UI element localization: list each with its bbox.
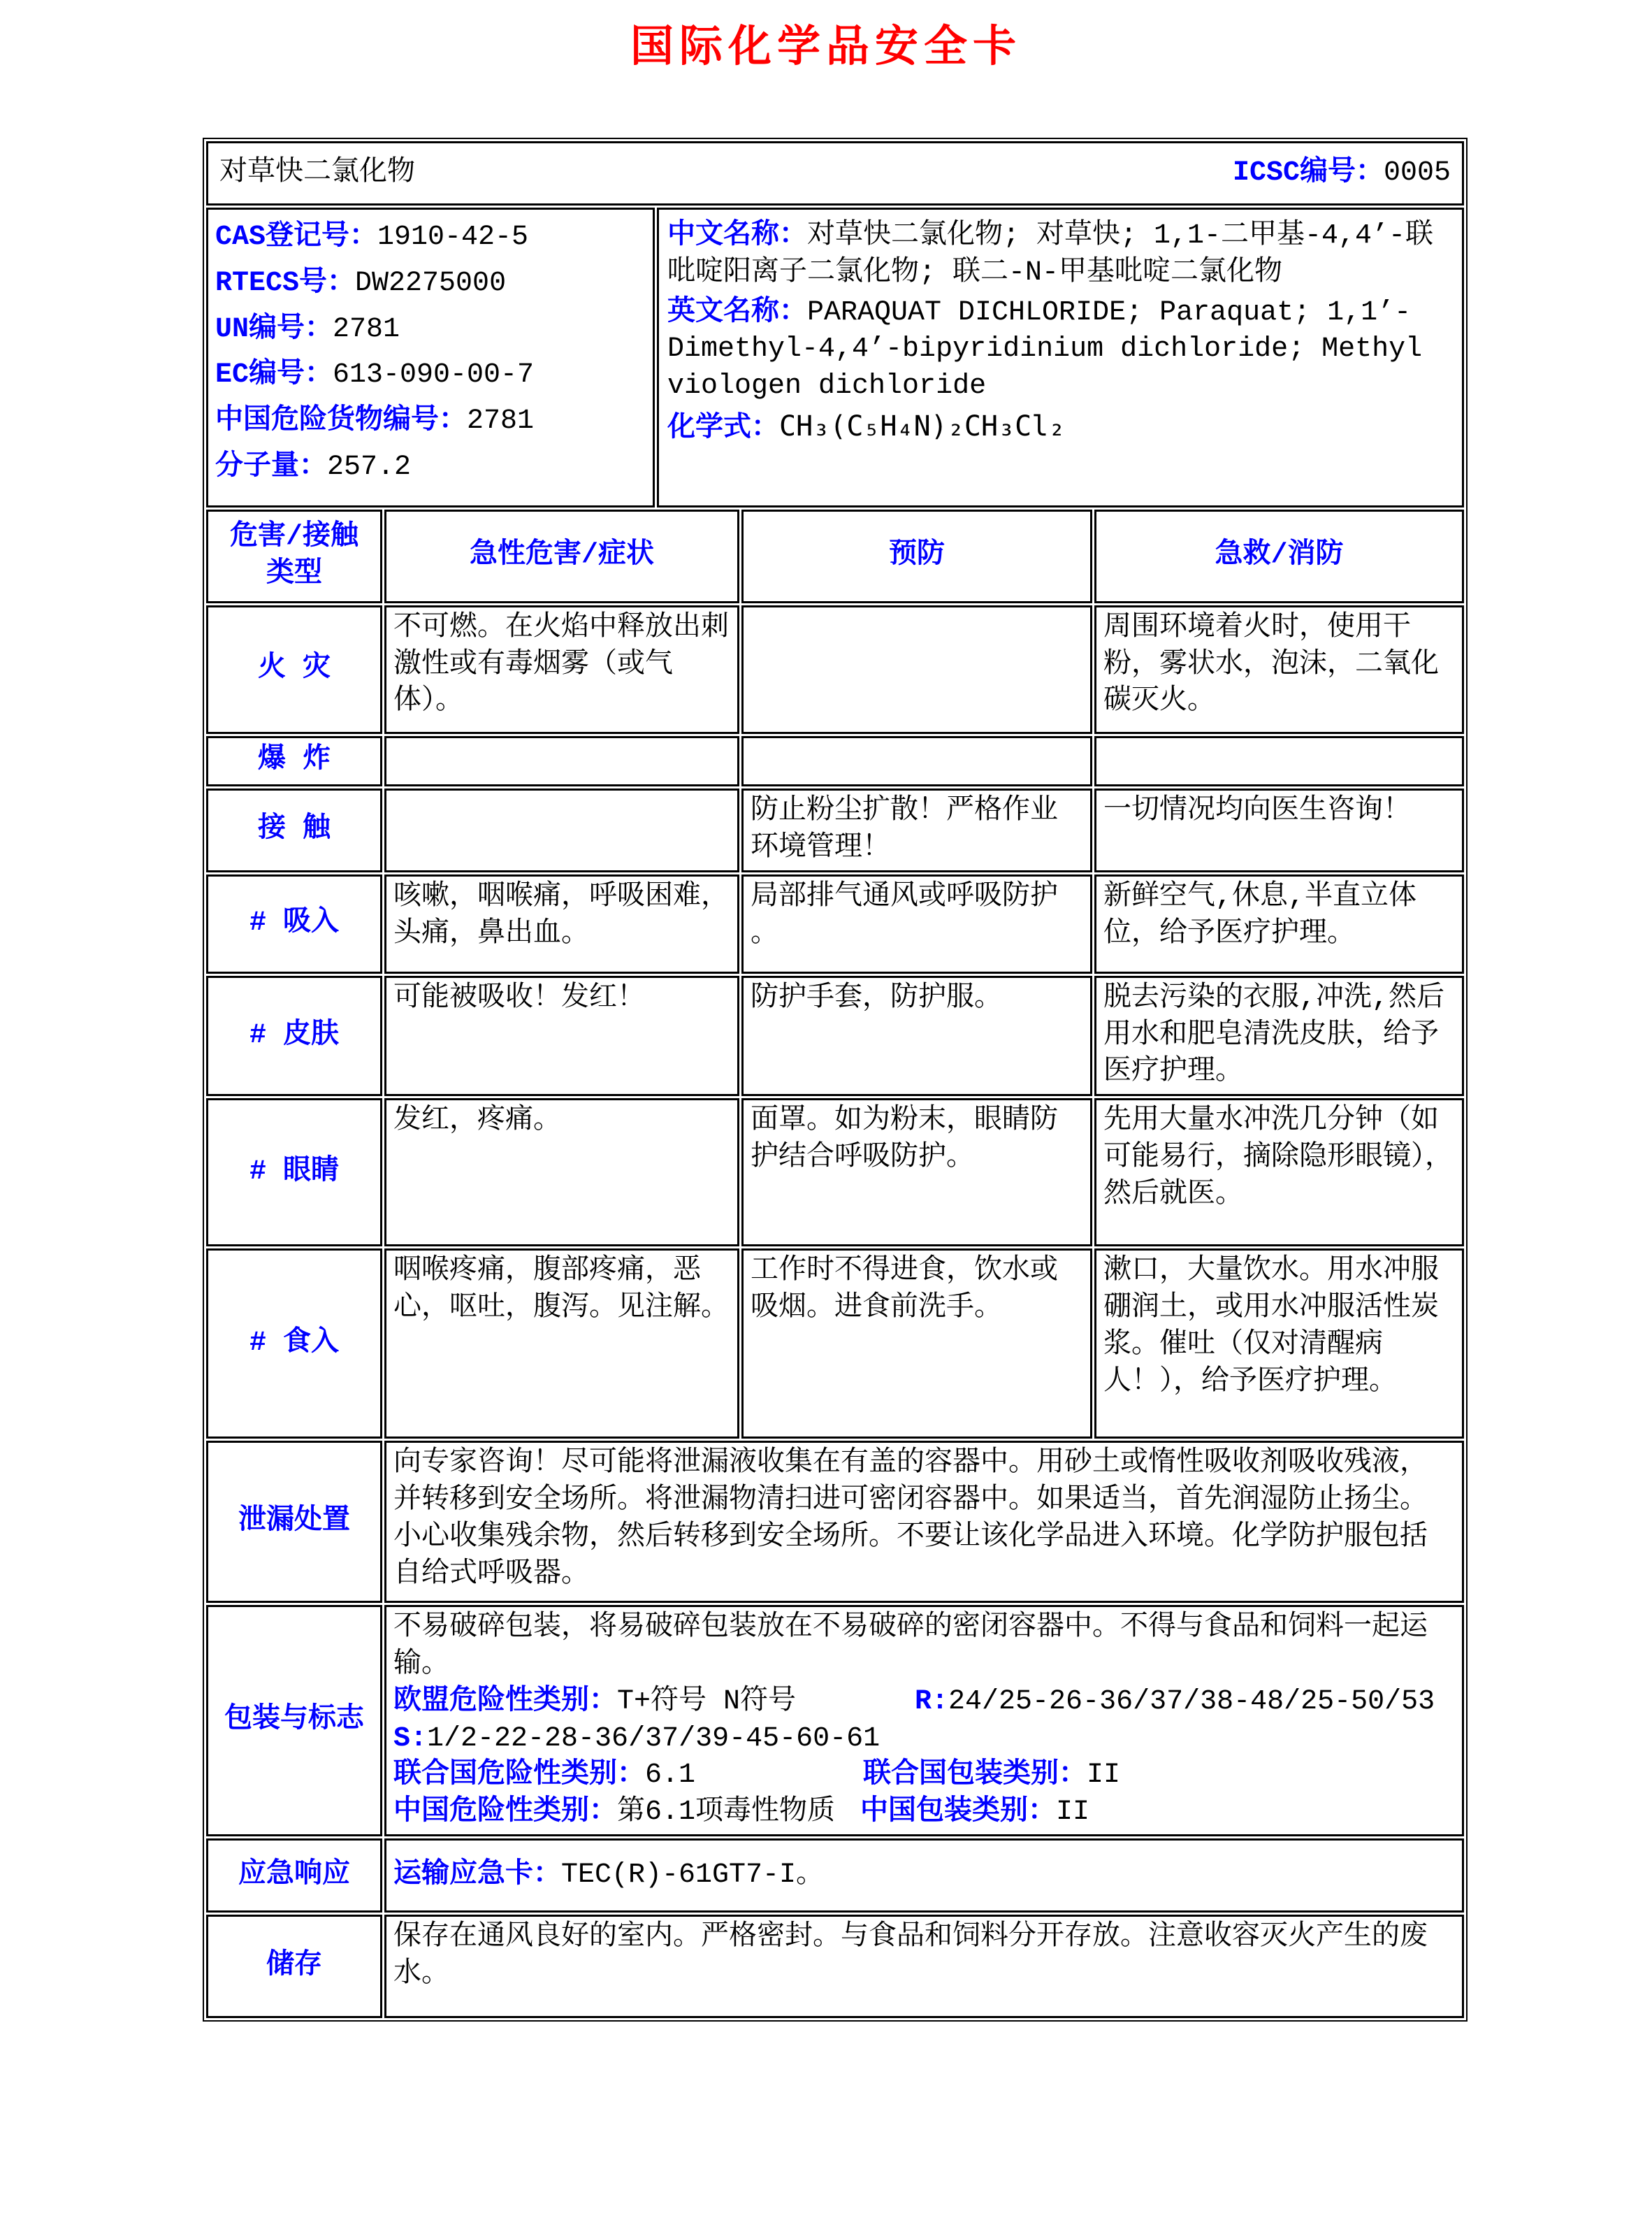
row-type-label: # 食入 — [206, 1248, 382, 1439]
r-phrases-value: 24/25-26-36/37/38-48/25-50/53 — [948, 1685, 1435, 1718]
hazard-type-header-line1: 危害/接触 — [229, 521, 358, 553]
eu-hazard-value: T+符号 N符号 — [617, 1685, 797, 1718]
r-phrases-label: R: — [915, 1685, 949, 1718]
china-dg-value: 2781 — [467, 405, 535, 438]
rtecs-label: RTECS号： — [215, 267, 356, 299]
row-prevention: 局部排气通风或呼吸防护 。 — [741, 874, 1092, 974]
row-symptoms: 发红，疼痛。 — [384, 1098, 739, 1246]
cas-value: 1910-42-5 — [377, 222, 529, 253]
spill-label: 泄漏处置 — [206, 1441, 382, 1603]
ec-number-line — [215, 357, 646, 394]
transport-card-line — [393, 1857, 824, 1894]
table-row-spill-disposal — [206, 1441, 1464, 1603]
table-row-packaging — [206, 1605, 1464, 1836]
prevention-header: 预防 — [741, 510, 1092, 603]
ec-label: EC编号： — [215, 359, 333, 391]
formula-label: 化学式： — [667, 412, 779, 445]
ec-value: 613-090-00-7 — [333, 359, 535, 391]
rtecs-number-line — [215, 266, 646, 303]
row-symptoms — [384, 736, 739, 786]
row-prevention — [741, 736, 1092, 786]
table-row-storage — [206, 1915, 1464, 2018]
page-title: 国际化学品安全卡 — [630, 20, 1022, 71]
storage-label: 储存 — [206, 1915, 382, 2018]
table-row-inhalation — [206, 874, 1464, 974]
row-firstaid: 周围环境着火时，使用干粉，雾状水，泡沫，二氧化碳灭火。 — [1094, 605, 1464, 734]
row-symptoms: 咽喉疼痛，腹部疼痛，恶心，呕吐，腹泻。见注解。 — [384, 1248, 739, 1439]
row-firstaid: 新鲜空气,休息,半直立体位，给予医疗护理。 — [1094, 874, 1464, 974]
table-row-fire — [206, 605, 1464, 734]
un-value: 2781 — [333, 313, 400, 345]
china-dg-number-line — [215, 403, 646, 440]
row-symptoms: 可能被吸收！发红！ — [384, 976, 739, 1096]
cn-class-line — [393, 1794, 1455, 1831]
formula-value: CH₃(C₅H₄N)₂CH₃Cl₂ — [779, 410, 1066, 442]
row-type-label: 火 灾 — [206, 605, 382, 734]
molecular-weight-value: 257.2 — [327, 451, 412, 483]
icsc-number: 0005 — [1383, 157, 1451, 189]
un-pack-value: II — [1087, 1759, 1121, 1792]
firstaid-header: 急救/消防 — [1094, 510, 1464, 603]
cas-label: CAS登记号： — [215, 222, 378, 253]
row-prevention: 面罩。如为粉末，眼睛防护结合呼吸防护。 — [741, 1098, 1092, 1246]
substance-name: 对草快二氯化物 — [219, 157, 415, 189]
row-prevention: 工作时不得进食，饮水或吸烟。进食前洗手。 — [741, 1248, 1092, 1439]
packaging-content — [384, 1605, 1464, 1836]
row-prevention — [741, 605, 1092, 734]
un-number-line — [215, 312, 646, 349]
cas-number-line — [215, 219, 646, 257]
un-class-line — [393, 1757, 1455, 1794]
row-type-label: # 眼睛 — [206, 1098, 382, 1246]
storage-text: 保存在通风良好的室内。严格密封。与食品和饲料分开存放。注意收容灭火产生的废水。 — [384, 1915, 1464, 2018]
un-pack-label: 联合国包装类别： — [863, 1759, 1087, 1792]
table-row-ingestion — [206, 1248, 1464, 1439]
s-phrases-line — [393, 1721, 1455, 1758]
row-symptoms — [384, 789, 739, 872]
row-firstaid: 脱去污染的衣服,冲洗,然后用水和肥皂清洗皮肤，给予医疗护理。 — [1094, 976, 1464, 1096]
chinese-name-value: 对草快二氯化物; 对草快; 1,1-二甲基-4,4’-联吡啶阳离子二氯化物; 联二-N-甲基吡啶二氯化物 — [667, 220, 1434, 289]
english-name-label: 英文名称： — [667, 296, 807, 329]
identification-row — [206, 208, 1464, 507]
symptoms-header: 急性危害/症状 — [384, 510, 739, 603]
english-name-paragraph — [667, 295, 1454, 405]
row-symptoms: 不可燃。在火焰中释放出刺激性或有毒烟雾（或气体）。 — [384, 605, 739, 734]
table-row-eyes — [206, 1098, 1464, 1246]
hazard-type-header — [206, 510, 382, 603]
row-type-label: 接 触 — [206, 789, 382, 872]
english-name-value: PARAQUAT DICHLORIDE; Paraquat; 1,1’-Dimethyl-4,4’-bipyridinium dichloride; Methyl viologen dichloride — [667, 296, 1423, 403]
eu-hazard-line — [393, 1684, 1455, 1721]
packaging-intro: 不易破碎包装，将易破碎包装放在不易破碎的密闭容器中。不得与食品和饲料一起运输。 — [393, 1612, 1428, 1680]
hazard-type-header-line2: 类型 — [266, 558, 322, 590]
cn-pack-value: II — [1056, 1796, 1090, 1829]
eu-hazard-label: 欧盟危险性类别： — [393, 1685, 617, 1718]
molecular-weight-line — [215, 449, 646, 487]
emergency-content — [384, 1838, 1464, 1913]
substance-header-cell — [206, 141, 1464, 206]
hazard-header-row — [206, 510, 1464, 603]
un-class-label: 联合国危险性类别： — [393, 1759, 645, 1792]
row-firstaid: 先用大量水冲洗几分钟（如可能易行，摘除隐形眼镜），然后就医。 — [1094, 1098, 1464, 1246]
substance-header-row — [206, 141, 1464, 206]
row-firstaid: 漱口，大量饮水。用水冲服硼润土，或用水冲服活性炭浆。催吐（仅对清醒病人！），给予医疗护理。 — [1094, 1248, 1464, 1439]
transport-card-label: 运输应急卡： — [393, 1859, 561, 1891]
cn-class-value: 第6.1项毒性物质 — [617, 1796, 836, 1829]
table-row-contact — [206, 789, 1464, 872]
cn-pack-label: 中国包装类别： — [860, 1796, 1057, 1829]
safety-card-table — [203, 138, 1468, 2022]
table-row-emergency-response — [206, 1838, 1464, 1913]
s-phrases-label: S: — [393, 1722, 428, 1755]
un-class-value: 6.1 — [645, 1759, 696, 1792]
packaging-label: 包装与标志 — [206, 1605, 382, 1836]
identification-names-cell — [657, 208, 1464, 507]
row-symptoms: 咳嗽，咽喉痛，呼吸困难，头痛，鼻出血。 — [384, 874, 739, 974]
molecular-weight-label: 分子量： — [215, 451, 327, 483]
row-type-label: 爆 炸 — [206, 736, 382, 786]
chinese-name-label: 中文名称： — [667, 220, 807, 252]
table-row-explosion — [206, 736, 1464, 786]
un-label: UN编号： — [215, 313, 333, 345]
emergency-label: 应急响应 — [206, 1838, 382, 1913]
row-prevention: 防止粉尘扩散！严格作业环境管理！ — [741, 789, 1092, 872]
chinese-name-paragraph — [667, 218, 1454, 292]
identification-registry-cell — [206, 208, 655, 507]
icsc-label: ICSC编号： — [1232, 157, 1384, 189]
china-dg-label: 中国危险货物编号： — [215, 405, 467, 438]
cn-class-label: 中国危险性类别： — [393, 1796, 617, 1829]
icsc-number-group — [1233, 155, 1451, 192]
formula-paragraph — [667, 408, 1454, 448]
table-row-skin — [206, 976, 1464, 1096]
rtecs-value: DW2275000 — [355, 267, 507, 299]
transport-card-value: TEC(R)-61GT7-I。 — [561, 1859, 825, 1891]
row-prevention: 防护手套，防护服。 — [741, 976, 1092, 1096]
row-type-label: # 皮肤 — [206, 976, 382, 1096]
row-firstaid — [1094, 736, 1464, 786]
row-firstaid: 一切情况均向医生咨询！ — [1094, 789, 1464, 872]
row-type-label: # 吸入 — [206, 874, 382, 974]
s-phrases-value: 1/2-22-28-36/37/39-45-60-61 — [427, 1722, 881, 1755]
spill-text: 向专家咨询！尽可能将泄漏液收集在有盖的容器中。用砂土或惰性吸收剂吸收残液，并转移到安全场所。将泄漏物清扫进可密闭容器中。如果适当，首先润湿防止扬尘。小心收集残余物，然后转移到安全场所。不要让该化学品进入环境。化学防护服包括自给式呼吸器。 — [384, 1441, 1464, 1603]
